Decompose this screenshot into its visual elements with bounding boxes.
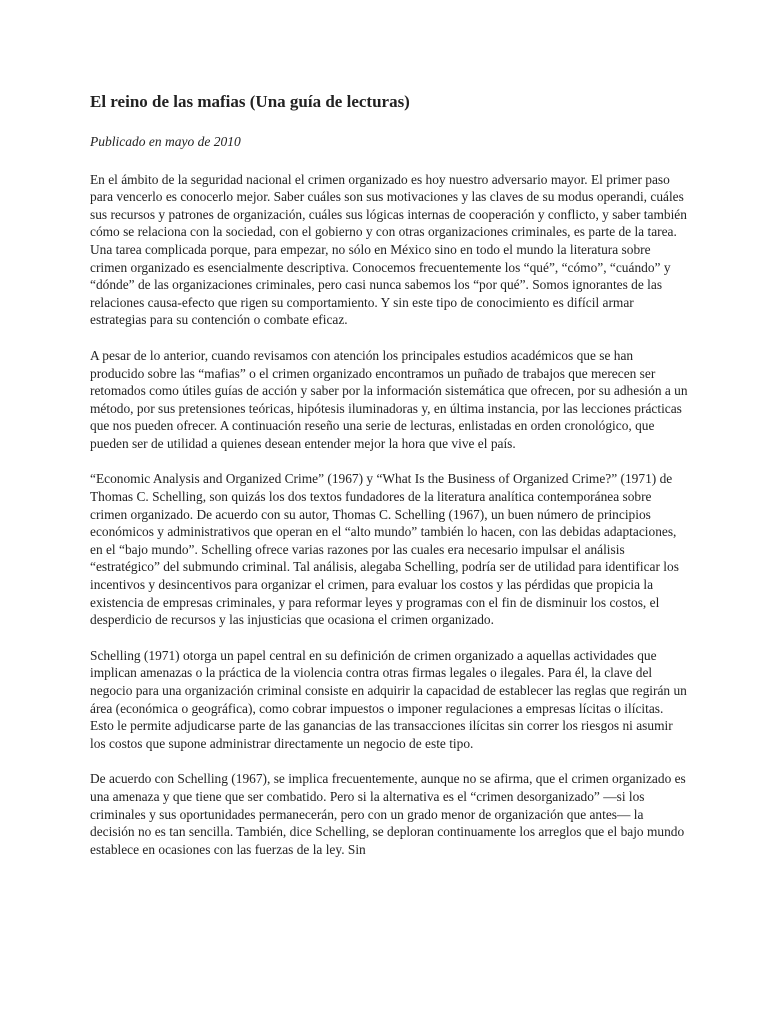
document-page <box>90 92 690 876</box>
paragraph-1: En el ámbito de la seguridad nacional el crimen organizado es hoy nuestro adversario mayor. El primer paso para vencerlo es conocerlo mejor. Saber cuáles son sus motivaciones y las claves de su modus operandi, cuáles sus recursos y patrones de organización, cuáles sus lógicas internas de cooperación y conflicto, y saber también cómo se relaciona con la sociedad, con el gobierno y con otras organizaciones criminales, es parte de la tarea. Una tarea complicada porque, para empezar, no sólo en México sino en todo el mundo la literatura sobre crimen organizado es esencialmente descriptiva. Conocemos frecuentemente los “qué”, “cómo”, “cuándo” y “dónde” de las organizaciones criminales, pero casi nunca sabemos los “por qué”. Somos ignorantes de las relaciones causa-efecto que rigen su comportamiento. Y sin este tipo de conocimiento es difícil armar estrategias para su contención o combate eficaz. <box>90 171 687 328</box>
paragraph-3: “Economic Analysis and Organized Crime” (1967) y “What Is the Business of Organized Crime?” (1971) de Thomas C. Schelling, son quizás los dos textos fundadores de la literatura analítica contemporánea sobre crimen organizado. De acuerdo con su autor, Thomas C. Schelling (1967), un buen número de principios económicos y administrativos que operan en el “alto mundo” también lo hacen, con las debidas adaptaciones, en el “bajo mundo”. Schelling ofrece varias razones por las cuales era necesario impulsar el análisis “estratégico” del submundo criminal. Tal análisis, alegaba Schelling, podría ser de utilidad para identificar los incentivos y desincentivos para organizar el crimen, para evaluar los costos y las pérdidas que propicia la existencia de empresas criminales, y para reformar leyes y programas con el fin de disminuir los costos, el desperdicio de recursos y las injusticias que ocasiona el crimen organizado. <box>90 471 679 628</box>
paragraph-5: De acuerdo con Schelling (1967), se implica frecuentemente, aunque no se afirma, que el crimen organizado es una amenaza y que tiene que ser combatido. Pero si la alternativa es el “crimen desorganizado” —si los criminales y sus oportunidades permanecerán, pero con un grado menor de organización que antes— la decisión no es tan sencilla. También, dice Schelling, se deploran continuamente los arreglos que el bajo mundo establece en ocasiones con las fuerzas de la ley. Sin <box>90 771 686 857</box>
paragraph-4: Schelling (1971) otorga un papel central en su definición de crimen organizado a aquellas actividades que implican amenazas o la práctica de la violencia contra otras firmas legales o ilegales. Para él, la clave del negocio para una organización criminal consiste en adquirir la capacidad de establecer las reglas que regirán un área (económica o geográfica), como cobrar impuestos o imponer regulaciones a empresas lícitas o ilícitas. Esto le permite adjudicarse parte de las ganancias de las transacciones ilícitas sin correr los riesgos ni asumir los costos que supone administrar directamente un negocio de este tipo. <box>90 647 687 751</box>
publication-date: Publicado en mayo de 2010 <box>90 134 241 150</box>
paragraph-2: A pesar de lo anterior, cuando revisamos con atención los principales estudios académicos que se han producido sobre las “mafias” o el crimen organizado encontramos un puñado de trabajos que merecen ser retomados como útiles guías de acción y saber por la información sistemática que ofrecen, por su adhesión a un método, por sus pretensiones teóricas, hipótesis iluminadoras y, en última instancia, por las lecciones prácticas que nos pueden ofrecer. A continuación reseño una serie de lecturas, enlistadas en orden cronológico, que pueden ser de utilidad a quienes desean entender mejor la hora que vive el país. <box>90 347 688 451</box>
document-title: El reino de las mafias (Una guía de lecturas) <box>90 92 410 111</box>
